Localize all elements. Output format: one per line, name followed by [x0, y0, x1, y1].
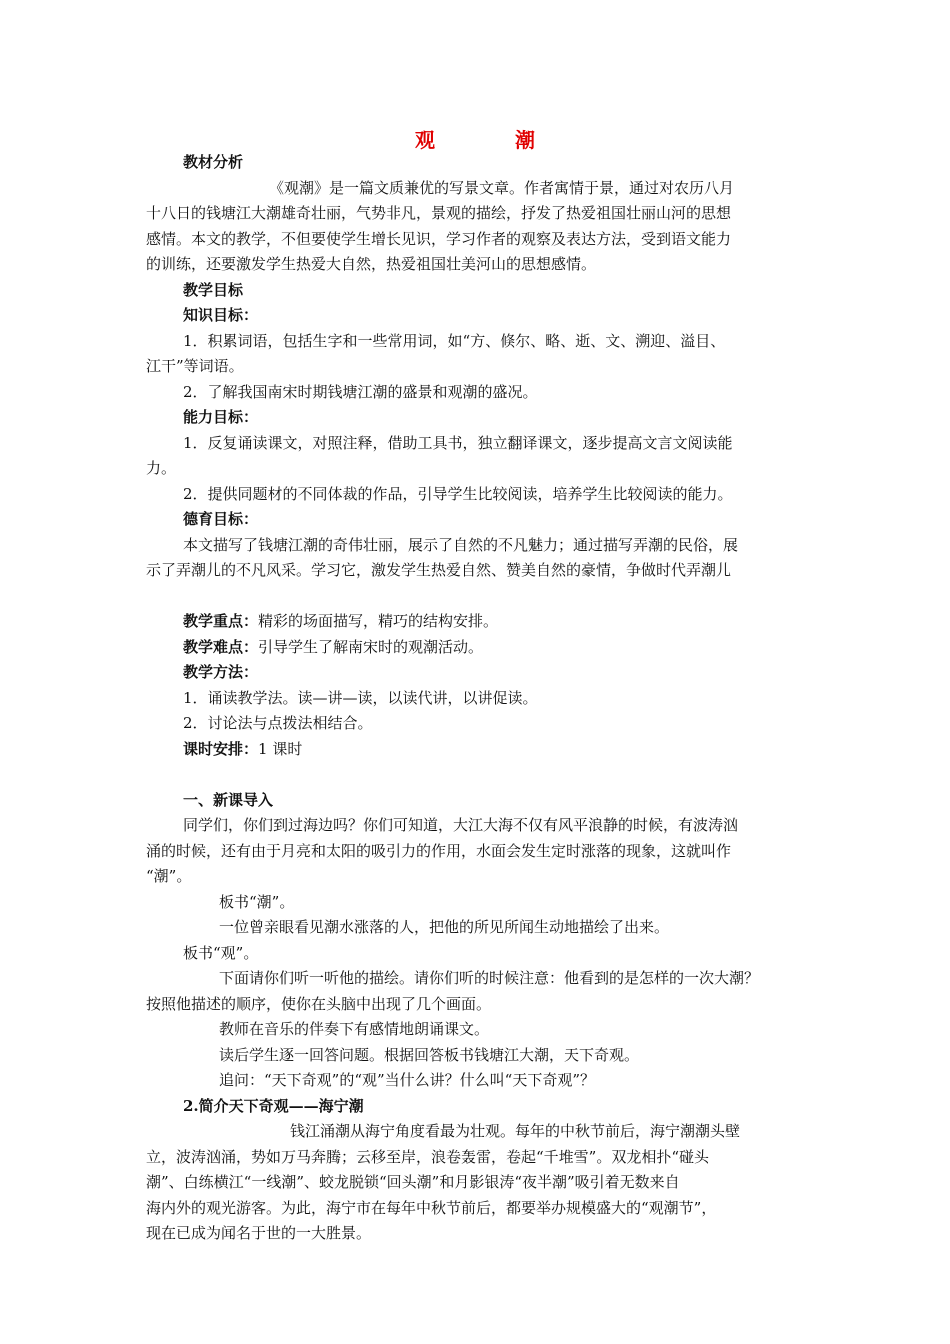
moral-goal-line: 示了弄潮儿的不凡风采。学习它，激发学生热爱自然、赞美自然的豪情，争做时代弄潮儿 — [146, 561, 732, 579]
ability-goal-line: 1．反复诵读课文，对照注释，借助工具书，独立翻译课文，逐步提高文言文阅读能 — [183, 434, 733, 452]
moral-goal-line: 本文描写了钱塘江潮的奇伟壮丽，展示了自然的不凡魅力；通过描写弄潮的民俗，展 — [183, 536, 739, 554]
section-1-line: 涌的时候，还有由于月亮和太阳的吸引力的作用，水面会发生定时涨落的现象，这就叫作 — [146, 842, 732, 860]
title-char-1: 观 — [415, 128, 435, 152]
section-2-line: 钱江涌潮从海宁角度看最为壮观。每年的中秋节前后，海宁潮潮头壁 — [290, 1122, 741, 1140]
analysis-line: 感情。本文的教学，不但要使学生增长见识，学习作者的观察及表达方法，受到语文能力 — [146, 230, 732, 248]
knowledge-goal-line: 1．积累词语，包括生字和一些常用词，如“方、倏尔、略、逝、文、溯迎、溢目、 — [183, 332, 726, 350]
section-1-line: “潮”。 — [146, 867, 192, 885]
document-title — [0, 124, 950, 153]
difficulty-text: 引导学生了解南宋时的观潮活动。 — [258, 638, 484, 656]
section-1-line: 板书“潮”。 — [219, 893, 295, 911]
section-1-line: 板书“观”。 — [183, 944, 259, 962]
teaching-difficulty — [183, 635, 483, 661]
section-1-line: 按照他描述的顺序，使你在头脑中出现了几个画面。 — [146, 995, 492, 1013]
section-2-heading: 2.简介天下奇观——海宁潮 — [183, 1097, 364, 1115]
schedule — [183, 737, 302, 763]
teaching-focus — [183, 609, 498, 635]
ability-goals-heading: 能力目标： — [183, 408, 259, 426]
analysis-line: 十八日的钱塘江大潮雄奇壮丽，气势非凡，景观的描绘，抒发了热爱祖国壮丽山河的思想 — [146, 204, 732, 222]
analysis-heading: 教材分析 — [183, 153, 244, 171]
section-1-line: 教师在音乐的伴奏下有感情地朗诵课文。 — [219, 1020, 490, 1038]
section-2-line: 立，波涛汹涌，势如万马奔腾；云移至岸，浪卷轰雷，卷起“千堆雪”。双龙相扑“碰头 — [146, 1148, 710, 1166]
section-2-line: 现在已成为闻名于世的一大胜景。 — [146, 1224, 372, 1242]
section-1-line: 下面请你们听一听他的描绘。请你们听的时候注意：他看到的是怎样的一次大潮？ — [219, 969, 760, 987]
section-2-line: 海内外的观光游客。为此，海宁市在每年中秋节前后，都要举办规模盛大的“观潮节”， — [146, 1199, 717, 1217]
title-char-2: 潮 — [515, 128, 535, 152]
method-line: 1．诵读教学法。读—讲—读，以读代讲，以讲促读。 — [183, 689, 538, 707]
section-1-heading: 一、新课导入 — [183, 791, 274, 809]
ability-goal-line: 2．提供同题材的不同体裁的作品，引导学生比较阅读，培养学生比较阅读的能力。 — [183, 485, 733, 503]
section-1-line: 追问：“天下奇观”的“观”当什么讲？什么叫“天下奇观”？ — [219, 1071, 596, 1089]
knowledge-goals-heading: 知识目标： — [183, 306, 259, 324]
analysis-line: 《观潮》是一篇文质兼优的写景文章。作者寓情于景，通过对农历八月 — [269, 179, 735, 197]
section-1-line: 读后学生逐一回答问题。根据回答板书钱塘江大潮，天下奇观。 — [219, 1046, 640, 1064]
knowledge-goal-line: 2．了解我国南宋时期钱塘江潮的盛景和观潮的盛况。 — [183, 383, 538, 401]
analysis-line: 的训练，还要激发学生热爱大自然，热爱祖国壮美河山的思想感情。 — [146, 255, 597, 273]
method-line: 2．讨论法与点拨法相结合。 — [183, 714, 373, 732]
goals-heading: 教学目标 — [183, 281, 244, 299]
section-1-line: 同学们，你们到过海边吗？你们可知道，大江大海不仅有风平浪静的时候，有波涛汹 — [183, 816, 739, 834]
method-heading: 教学方法： — [183, 663, 259, 681]
ability-goal-line: 力。 — [146, 459, 177, 477]
difficulty-label: 教学难点： — [183, 638, 259, 656]
schedule-label: 课时安排： — [183, 740, 259, 758]
knowledge-goal-line: 江干”等词语。 — [146, 357, 244, 375]
section-1-line: 一位曾亲眼看见潮水涨落的人，把他的所见所闻生动地描绘了出来。 — [219, 918, 670, 936]
moral-goals-heading: 德育目标： — [183, 510, 259, 528]
schedule-text: 1 课时 — [258, 740, 303, 758]
focus-label: 教学重点： — [183, 612, 259, 630]
section-2-line: 潮”、白练横江“一线潮”、蛟龙脱锁“回头潮”和月影银涛“夜半潮”吸引着无数来自 — [146, 1173, 680, 1191]
focus-text: 精彩的场面描写，精巧的结构安排。 — [258, 612, 499, 630]
